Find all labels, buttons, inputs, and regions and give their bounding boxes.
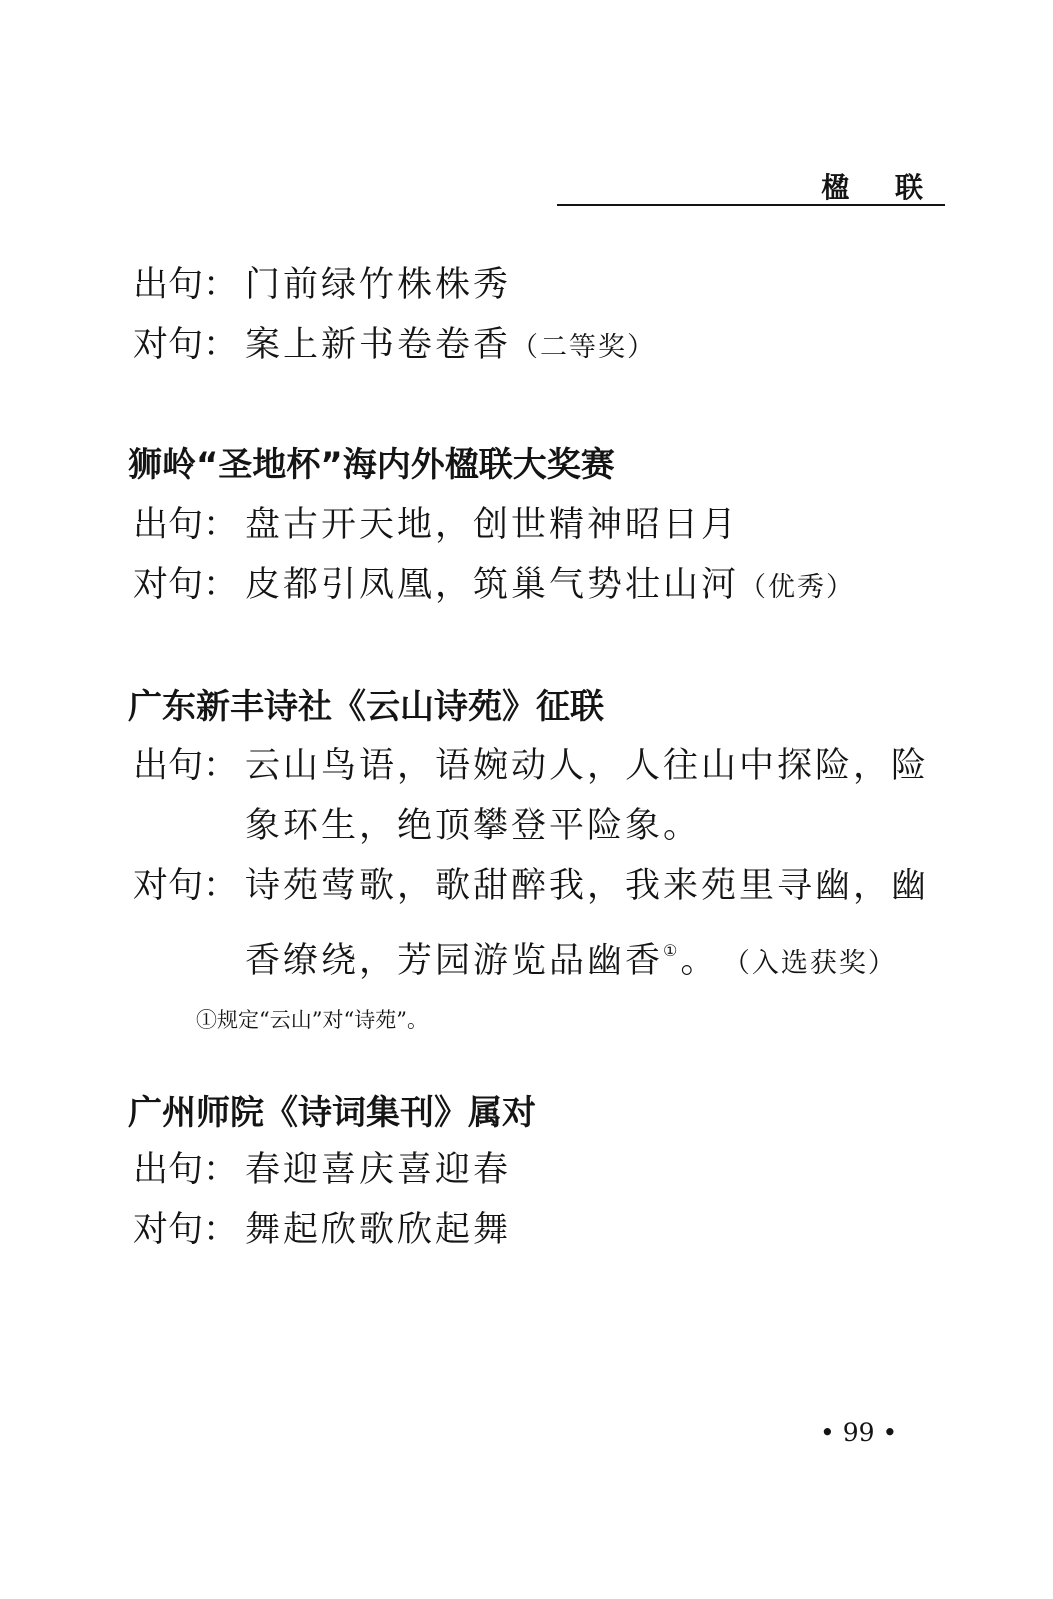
couplet-line	[133, 861, 929, 911]
award-note: （优秀）	[739, 572, 856, 603]
line-label: 对句：	[133, 565, 239, 605]
couplet-line	[133, 1145, 511, 1195]
line-label: 对句：	[133, 866, 239, 906]
couplet-line	[133, 1205, 511, 1255]
line-text: 案上新书卷卷香	[245, 325, 512, 365]
line-label: 出句：	[133, 265, 239, 305]
continuation-text: 香缭绕，芳园游览品幽香	[245, 941, 664, 981]
couplet-continuation	[245, 926, 897, 981]
award-note: （入选获奖）	[736, 948, 897, 979]
line-label: 对句：	[133, 1210, 239, 1250]
continuation-end: 。	[680, 941, 719, 981]
couplet-line	[133, 320, 656, 370]
line-text: 云山鸟语，语婉动人，人往山中探险，险	[245, 746, 930, 786]
line-text: 诗苑莺歌，歌甜醉我，我来苑里寻幽，幽	[245, 866, 930, 906]
section-heading: 广东新丰诗社《云山诗苑》征联	[128, 687, 604, 727]
line-text: 皮都引凤凰，筑巢气势壮山河	[245, 565, 740, 605]
section-heading: 广州师院《诗词集刊》属对	[128, 1093, 536, 1133]
couplet-line	[133, 500, 739, 550]
footnote-marker: ①	[663, 941, 681, 960]
line-label: 对句：	[133, 325, 239, 365]
line-text: 舞起欣歌欣起舞	[245, 1210, 512, 1250]
couplet-line	[133, 741, 929, 791]
couplet-line	[133, 560, 855, 610]
line-text: 盘古开天地，创世精神昭日月	[245, 505, 740, 545]
line-label: 出句：	[133, 746, 239, 786]
running-header	[557, 160, 945, 206]
couplet-continuation: 象环生，绝顶攀登平险象。	[245, 806, 702, 846]
award-note: （二等奖）	[511, 332, 657, 363]
header-title: 楹 联	[821, 171, 941, 204]
line-text: 门前绿竹株株秀	[245, 265, 512, 305]
line-label: 出句：	[133, 1150, 239, 1190]
page-number: • 99 •	[820, 1418, 898, 1447]
line-label: 出句：	[133, 505, 239, 545]
footnote: ①规定“云山”对“诗苑”。	[196, 1008, 428, 1032]
couplet-line	[133, 260, 511, 310]
section-heading: 狮岭“圣地杯”海内外楹联大奖赛	[128, 445, 615, 485]
line-text: 春迎喜庆喜迎春	[245, 1150, 512, 1190]
